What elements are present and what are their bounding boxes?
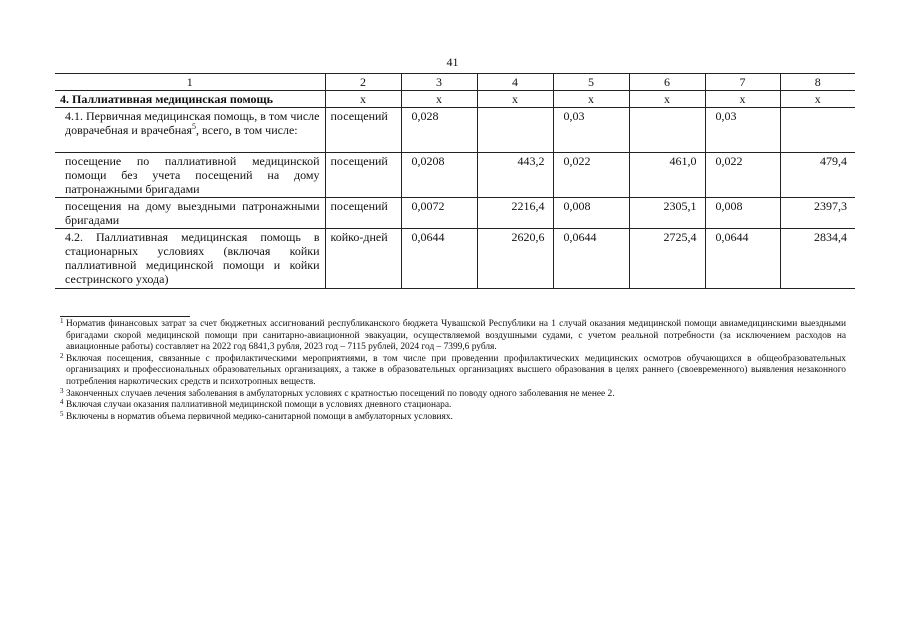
row-name: посещение по паллиативной медицинской помощи без учета посещений на дому патронажными бригадами (55, 153, 325, 198)
table-cell: 0,0644 (705, 229, 780, 289)
table-cell: 479,4 (780, 153, 855, 198)
table-header-row (55, 74, 855, 91)
footnotes (60, 319, 846, 423)
footnote: 2 Включая посещения, связанные с профилактическими мероприятиями, в том числе при проведении профилактических медицинских осмотров обучающихся в общеобразовательных организациях и профессиональных образовательных организациях, а также в образовательных организациях высшего образования в целях раннего (своевременного) выявления незаконного потребления наркотических средств и психотропных веществ. (60, 351, 846, 387)
column-header: 1 (55, 74, 325, 91)
table-row (55, 229, 855, 289)
table-cell: 0,0644 (401, 229, 477, 289)
table-cell: х (705, 91, 780, 108)
column-header: 6 (629, 74, 705, 91)
table-cell: 0,022 (705, 153, 780, 198)
unit-cell: посещений (325, 198, 401, 229)
table-cell: 2834,4 (780, 229, 855, 289)
column-header: 3 (401, 74, 477, 91)
table-cell: 461,0 (629, 153, 705, 198)
footnote: 1 Норматив финансовых затрат за счет бюджетных ассигнований республиканского бюджета Чувашской Республики на 1 случай оказания медицинской помощи авиамедицинскими выездными бригадами скорой медицинской помощи при санитарно-авиационной эвакуации, осуществляемой воздушными судами, с учетом реальной потребности (за исключением расходов на авиационные работы) составляет на 2022 год 6841,3 рубля, 2023 год – 7115 рублей, 2024 год – 7399,6 рубля. (60, 317, 846, 353)
footnote: 4 Включая случаи оказания паллиативной медицинской помощи в условиях дневного стационара. (60, 398, 452, 411)
row-name: посещения на дому выездными патронажными бригадами (55, 198, 325, 229)
column-header: 8 (780, 74, 855, 91)
table-cell: х (553, 91, 629, 108)
table-cell (780, 108, 855, 153)
table-row (55, 153, 855, 198)
table-cell: 0,0072 (401, 198, 477, 229)
table-cell: 0,0208 (401, 153, 477, 198)
footnote: 3 Законченных случаев лечения заболевания в амбулаторных условиях с кратностью посещений по поводу одного заболевания не менее 2. (60, 386, 615, 399)
table-cell: 2397,3 (780, 198, 855, 229)
unit-cell: посещений (325, 108, 401, 153)
table-cell: 0,008 (553, 198, 629, 229)
page-number: 41 (446, 55, 459, 69)
table-cell: 0,0644 (553, 229, 629, 289)
section-row (55, 91, 855, 108)
footnote-separator (60, 316, 190, 317)
row-name: 4.2. Паллиативная медицинская помощь в стационарных условиях (включая койки паллиативной медицинской помощи и койки сестринского ухода) (55, 229, 325, 289)
table-cell: 0,008 (705, 198, 780, 229)
table-cell: 0,03 (553, 108, 629, 153)
table-cell: 2216,4 (477, 198, 553, 229)
table-cell: 443,2 (477, 153, 553, 198)
column-header: 4 (477, 74, 553, 91)
table-cell: 2725,4 (629, 229, 705, 289)
table-cell: 2305,1 (629, 198, 705, 229)
table-cell: х (780, 91, 855, 108)
column-header: 5 (553, 74, 629, 91)
table-cell: х (325, 91, 401, 108)
table-cell: х (477, 91, 553, 108)
norms-table (55, 73, 855, 289)
table-cell: 0,03 (705, 108, 780, 153)
table-row (55, 108, 855, 153)
table-cell (477, 108, 553, 153)
column-header: 2 (325, 74, 401, 91)
row-name: 4.1. Первичная медицинская помощь, в том числе доврачебная и врачебная$^5$, всего, в том числе: (55, 108, 325, 153)
table-cell: 0,028 (401, 108, 477, 153)
unit-cell: посещений (325, 153, 401, 198)
table-cell: 0,022 (553, 153, 629, 198)
table-cell: 2620,6 (477, 229, 553, 289)
unit-cell: койко-дней (325, 229, 401, 289)
section-title: 4. Паллиативная медицинская помощь (55, 91, 325, 108)
footnote: 5 Включены в норматив объема первичной медико-санитарной помощи в амбулаторных условиях. (60, 409, 453, 422)
table-cell (629, 108, 705, 153)
table-cell: х (401, 91, 477, 108)
column-header: 7 (705, 74, 780, 91)
table-cell: х (629, 91, 705, 108)
table-row (55, 198, 855, 229)
